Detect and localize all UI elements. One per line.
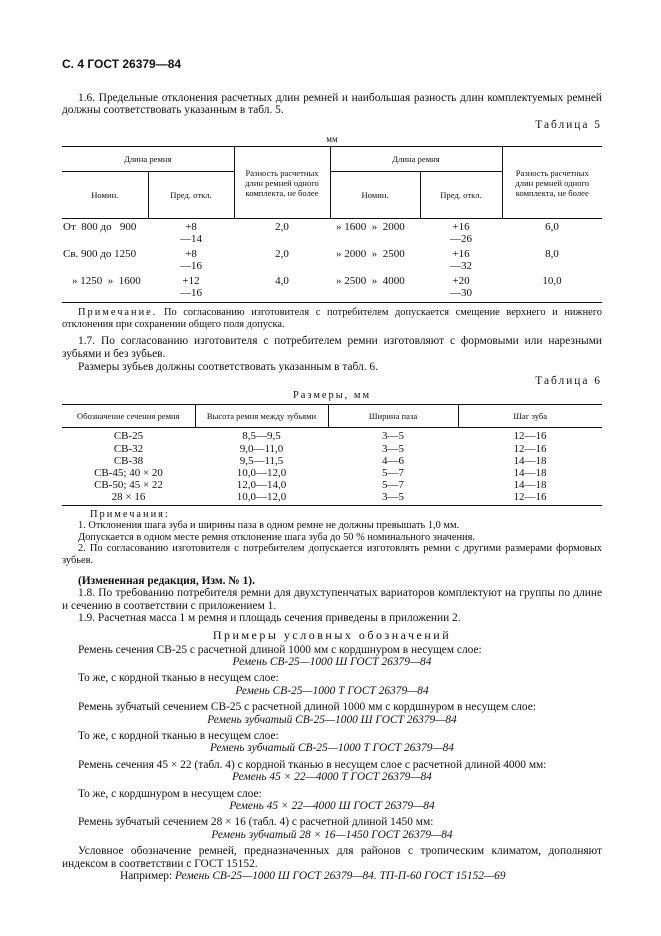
table-row: СВ-25 8,5—9,5 3—5 12—16 [113,430,547,443]
document-page [62,58,602,883]
t6-header-pitch: Шаг зуба [458,405,602,428]
notes-label: Примечания: [90,508,170,520]
example-text: Ремень зубчатый сечением СВ-25 с расчетной длиной 1000 мм с кордшнуром в несущем слое: [78,701,536,714]
t5-header-nom-left: Номин. [62,172,148,219]
example-code: Ремень СВ-25—1000 Т ГОСТ 26379—84 [235,684,429,697]
paragraph-1-7b: Размеры зубьев должны соответствовать указанным в табл. 6. [78,360,378,373]
example-code: Ремень зубчатый СВ-25—1000 Т ГОСТ 26379—84 [210,742,454,755]
final-paragraph: Условное обозначение ремней, предназначенных для районов с тропическим климатом, дополняют индексом в соответствии с ГОСТ 15152. [62,845,602,870]
example-text: Ремень сечения 45 × 22 (табл. 4) с кордной тканью в несущем слое с расчетной длиной 4000 мм: [78,758,547,771]
table-row: СВ-50; 45 × 22 12,0—14,0 5—7 14—18 [94,479,547,492]
table-6 [62,404,602,505]
table-6-unit: Размеры, мм [292,389,372,401]
paragraph-1-6: 1.6. Предельные отклонения расчетных длин ремней и наибольшая разность длин комплектуемых ремней должны соответствовать указанным в табл. 5. [62,91,602,117]
table-5-caption: Таблица 5 [535,118,602,131]
table-row: » 1250 » 1600 +12 —16 4,0 » 2500 » 4000 +20 —30 10,0 [62,273,602,303]
t5-header-dev-right: Пред. откл. [420,172,502,219]
paragraph-1-8: 1.8. По требованию потребителя ремни для двухступенчатых вариаторов комплектуют на группы по длине и сечению в соответствии с приложением 1. [62,587,602,612]
example-code: Ремень зубчатый 28 × 16—1450 ГОСТ 26379—84 [211,828,453,841]
paragraph-1-9: 1.9. Расчетная масса 1 м ремня и площадь сечения приведены в приложении 2. [78,612,461,625]
t5-header-length-left: Длина ремня [62,147,234,172]
example-text: Ремень зубчатый сечением 28 × 16 (табл. 4) с расчетной длиной 1450 мм: [78,816,434,829]
table-row: 28 × 16 10,0—12,0 3—5 12—16 [62,491,602,505]
table-row: СВ-45; 40 × 20 10,0—12,0 5—7 14—18 [94,466,547,479]
table-5 [62,146,602,303]
table-5-note: Примечание. По согласованию изготовителя с потребителем допускается смещение верхнего и нижнего отклонения при сохранении общего поля допуска. [62,307,602,331]
example-code: Ремень зубчатый СВ-25—1000 Ш ГОСТ 26379—84 [207,713,457,726]
example-text: То же, с кордной тканью в несущем слое: [78,672,279,685]
examples-list [62,644,602,842]
table-row: От 800 до 900 +8 —14 2,0 » 1600 » 2000 +16 —26 6,0 [63,221,559,246]
edition-note: (Измененная редакция, Изм. № 1). [78,574,255,587]
table-6-caption: Таблица 6 [535,375,602,388]
note-item: 2. По согласованию изготовителя с потребителем допускается изготовлять ремни с другими размерами формовых зубьев. [62,543,602,566]
examples-title: Примеры условных обозначений [212,627,452,642]
table-6-notes [62,509,602,567]
page-header: С. 4 ГОСТ 26379—84 [62,57,182,71]
example-code: Ремень 45 × 22—4000 Т ГОСТ 26379—84 [232,771,432,784]
t5-header-dev-left: Пред. откл. [148,172,234,219]
t5-header-diff-left: Разность расчетных длин ремней одного комплекта, не более [234,147,330,219]
example-code: Ремень СВ-25—1000 Ш ГОСТ 26379—84 [232,655,432,668]
t5-header-length-right: Длина ремня [330,147,502,172]
t6-header-height: Высота ремня между зубьями [195,405,328,428]
table-row: Св. 900 до 1250 +8 —16 2,0 » 2000 » 2500 +16 —32 8,0 [63,248,559,273]
example-text: То же, с кордной тканью в несущем слое: [78,729,279,742]
example-text: Ремень сечения СВ-25 с расчетной длиной 1000 мм с кордшнуром в несущем слое: [78,643,482,656]
example-code: Ремень 45 × 22—4000 Ш ГОСТ 26379—84 [229,799,435,812]
final-example: Например: Ремень СВ-25—1000 Ш ГОСТ 26379—84. ТП-П-60 ГОСТ 15152—69 [120,870,506,883]
t5-header-nom-right: Номин. [330,172,420,219]
paragraph-1-7: 1.7. По согласованию изготовителя с потребителем ремни изготовляют с формовыми или нарезными зубьями и без зубьев. [62,335,602,360]
t6-header-groove: Ширина паза [328,405,458,428]
table-row: СВ-32 9,0—11,0 3—5 12—16 [113,442,547,455]
table-5-unit: мм [326,134,338,145]
example-text: То же, с кордшнуром в несущем слое: [78,787,262,800]
t5-header-diff-right: Разность расчетных длин ремней одного комплекта, не более [502,147,602,219]
table-row: СВ-38 9,5—11,5 4—6 14—18 [113,454,547,467]
t6-header-section: Обозначение сечения ремня [62,405,195,428]
note-item: 1. Отклонения шага зуба и ширины паза в одном ремне не должны превышать 1,0 мм. [78,520,460,532]
note-item: Допускается в одном месте ремня отклонение шага зуба до 50 % номинального значения. [78,531,475,543]
